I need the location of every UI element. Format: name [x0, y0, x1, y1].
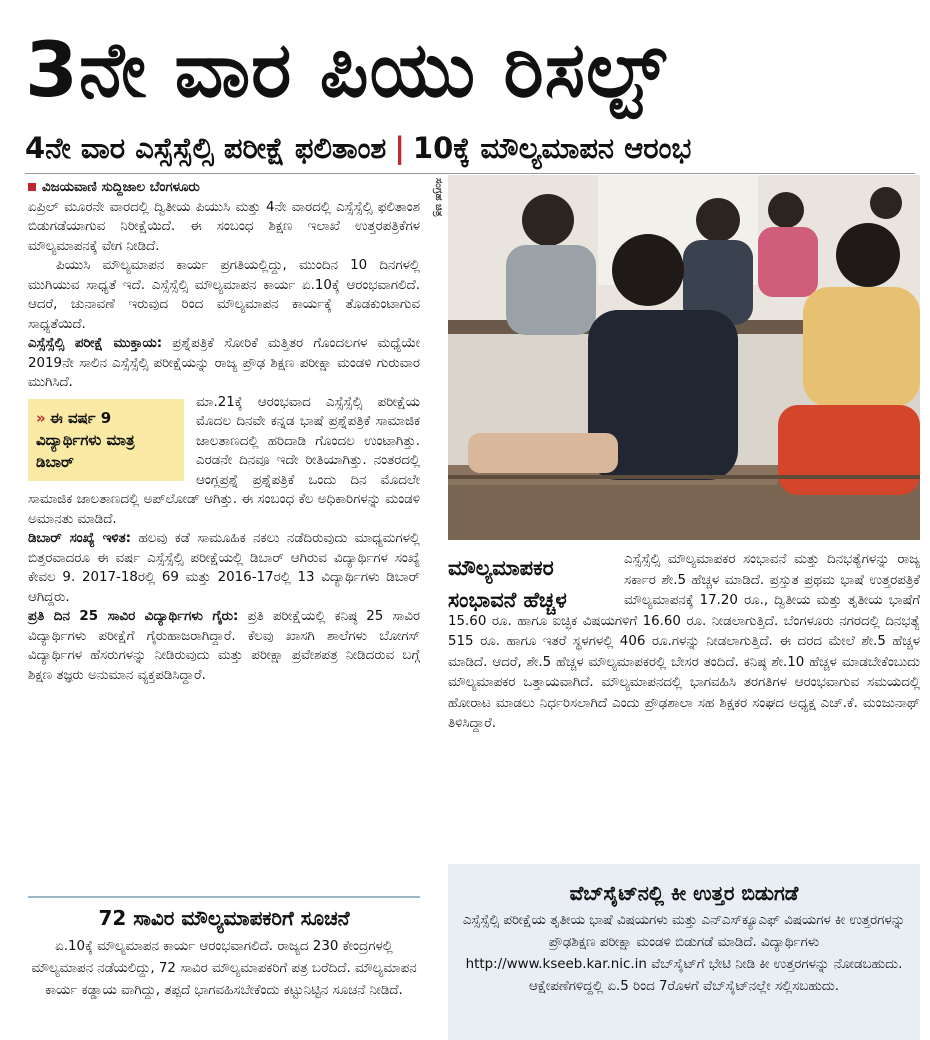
paragraph-6-lead: ಪ್ರತಿ ದಿನ 25 ಸಾವಿರ ವಿದ್ಯಾರ್ಥಿಗಳು ಗೈರು: [28, 609, 239, 624]
paragraph-5-body: ಹಲವು ಕಡೆ ಸಾಮೂಹಿಕ ನಕಲು ನಡೆದಿರುವುದು ಮಾಧ್ಯಮಗಳಲ್ಲಿ ಬಿತ್ತರವಾದರೂ ಈ ವರ್ಷ ಎಸ್ಸೆಸ್ಸೆಲ್ಸಿ ಪರೀಕ್ಷೆಯಲ್ಲಿ ಡಿಬಾರ್ ಆಗಿರುವ ವಿದ್ಯಾರ್ಥಿಗಳ ಸಂಖ್ಯೆ ಕೇವಲ 9. 2017-18ರಲ್ಲಿ 69 ಮತ್ತು 2016-17ರಲ್ಲಿ 13 ವಿದ್ಯಾರ್ಥಿಗಳು ಡಿಬಾರ್ ಆಗಿದ್ದರು. [28, 531, 421, 605]
byline-square-icon [28, 183, 36, 191]
article-left-column [28, 178, 420, 685]
header-rule [25, 173, 915, 174]
paragraph-6 [28, 607, 420, 685]
website-box-title: ವೆಬ್‌ಸೈಟ್‌ನಲ್ಲಿ ಕೀ ಉತ್ತರ ಬಿಡುಗಡೆ [569, 881, 799, 905]
subhead-right: 10ಕ್ಕೆ ಮೌಲ್ಯಮಾಪನ ಆರಂಭ [412, 131, 692, 165]
paragraph-2: ಪಿಯುಸಿ ಮೌಲ್ಯಮಾಪನ ಕಾರ್ಯ ಪ್ರಗತಿಯಲ್ಲಿದ್ದು, ಮುಂದಿನ 10 ದಿನಗಳಲ್ಲಿ ಮುಗಿಯುವ ಸಾಧ್ಯತೆ ಇದೆ. ಎಸ್ಸೆಸ್ಸೆಲ್ಸಿ ಮೌಲ್ಯಮಾಪನ ಕಾರ್ಯ ಏ.10ಕ್ಕೆ ಆರಂಭವಾಗಲಿದೆ. ಆದರೆ, ಚುನಾವಣೆ ಇರುವುದ ರಿಂದ ಮೌಲ್ಯಮಾಪನ ಕಾರ್ಯಕ್ಕೆ ತೊಡಕುಂಟಾಗುವ ಸಾಧ್ಯತೆಯಿದೆ. [28, 258, 420, 332]
paragraph-1: ಏಪ್ರಿಲ್ ಮೂರನೇ ವಾರದಲ್ಲಿ ದ್ವಿತೀಯ ಪಿಯುಸಿ ಮತ್ತು 4ನೇ ವಾರದಲ್ಲಿ ಎಸ್ಸೆಸ್ಸೆಲ್ಸಿ ಫಲಿತಾಂಶ ಬಿಡುಗಡೆಯಾಗುವ ನಿರೀಕ್ಷೆಯಿದೆ. ಈ ಸಂಬಂಧ ಶಿಕ್ಷಣ ಇಲಾಖೆ ಉತ್ತರಪತ್ರಿಕೆಗಳ ಮೌಲ್ಯಮಾಪನಕ್ಕೆ ವೇಗ ನೀಡಿದೆ. [28, 199, 420, 254]
paragraph-3-lead: ಎಸ್ಸೆಸ್ಸೆಲ್ಸಿ ಪರೀಕ್ಷೆ ಮುಕ್ತಾಯ: [28, 336, 163, 351]
subhead-separator: | [394, 131, 405, 165]
photo-credit: ಸಂಗ್ರಹ ಚಿತ್ರ [433, 178, 444, 217]
headline: 3ನೇ ವಾರ ಪಿಯು ರಿಸಲ್ಟ್ [25, 25, 667, 114]
valuers-pay-text: ಎಸ್ಸೆಸ್ಸೆಲ್ಸಿ ಮೌಲ್ಯಮಾಪಕರ ಸಂಭಾವನೆ ಮತ್ತು ದಿನಭತ್ಯೆಗಳನ್ನು ರಾಜ್ಯ ಸರ್ಕಾರ ಶೇ.5 ಹೆಚ್ಚಳ ಮಾಡಿದೆ. ಪ್ರಸ್ತುತ ಪ್ರಥಮ ಭಾಷೆ ಉತ್ತರಪತ್ರಿಕೆ ಮೌಲ್ಯಮಾಪನಕ್ಕೆ 17.20 ರೂ., ದ್ವಿತೀಯ ಮತ್ತು ತೃತೀಯ ಭಾಷೆಗೆ 15.60 ರೂ. ಹಾಗೂ ಐಚ್ಛಿಕ ವಿಷಯಗಳಿಗೆ 16.60 ರೂ. ನೀಡಲಾಗುತ್ತಿದೆ. ಬೆಂಗಳೂರು ನಗರದಲ್ಲಿ ದಿನಭತ್ಯೆ 515 ರೂ. ಹಾಗೂ ಇತರೆ ಸ್ಥಳಗಳಲ್ಲಿ 406 ರೂ.ಗಳನ್ನು ನೀಡಲಾಗುತ್ತಿದೆ. ಈ ದರದ ಮೇಲೆ ಶೇ.5 ಹೆಚ್ಚಳ ಮಾಡಿದೆ. ಆದರೆ, ಶೇ.5 ಹೆಚ್ಚಳ ಮೌಲ್ಯಮಾಪಕರಲ್ಲಿ ಬೇಸರ ತಂದಿದೆ. ಕನಿಷ್ಠ ಶೇ.10 ಹೆಚ್ಚಳ ಮಾಡಬೇಕೆಂಬುದು ಮೌಲ್ಯಮಾಪಕರ ಒತ್ತಾಯವಾಗಿದೆ. ಮೌಲ್ಯಮಾಪನದಲ್ಲಿ ಭಾಗವಹಿಸಿ ತರಗತಿಗಳ ಆರಂಭವಾಗುವ ಸಮಯದಲ್ಲಿ ಹೋರಾಟ ಮಾಡಲು ನಿರ್ಧರಿಸಲಾಗಿದೆ ಎಂದು ಪ್ರೌಢಶಾಲಾ ಸಹ ಶಿಕ್ಷಕರ ಸಂಘದ ಅಧ್ಯಕ್ಷ ಎಚ್.ಕೆ. ಮಂಜುನಾಥ್ ತಿಳಿಸಿದ್ದಾರೆ. [448, 552, 920, 731]
website-box-text: ಎಸ್ಸೆಸ್ಸೆಲ್ಸಿ ಪರೀಕ್ಷೆಯ ತೃತೀಯ ಭಾಷೆ ವಿಷಯಗಳು ಮತ್ತು ಎನ್‌ಎಸ್‌ಕ್ಯೂಎಫ್ ವಿಷಯಗಳ ಕೀ ಉತ್ತರಗಳನ್ನು ಪ್ರೌಢಶಿಕ್ಷಣ ಪರೀಕ್ಷಾ ಮಂಡಳಿ ಬಿಡುಗಡೆ ಮಾಡಿದೆ. ವಿದ್ಯಾರ್ಥಿಗಳು http://www.kseeb.kar.nic.in ವೆಬ್‌ಸೈಟ್‌ಗೆ ಭೇಟಿ ನೀಡಿ ಕೀ ಉತ್ತರಗಳನ್ನು ನೋಡಬಹುದು. ಆಕ್ಷೇಪಣೆಗಳಿದ್ದಲ್ಲಿ ಏ.5 ರಿಂದ 7ರೊಳಗೆ ವೆಬ್‌ಸೈಟ್‌ನಲ್ಲೇ ಸಲ್ಲಿಸಬಹುದು. [462, 913, 906, 994]
paragraph-5 [28, 529, 420, 607]
paragraph-6-body: ಪ್ರತಿ ಪರೀಕ್ಷೆಯಲ್ಲಿ ಕನಿಷ್ಠ 25 ಸಾವಿರ ವಿದ್ಯಾರ್ಥಿಗಳು ಪರೀಕ್ಷೆಗೆ ಗೈರುಹಾಜರಾಗಿದ್ದಾರೆ. ಕೆಲವು ಖಾಸಗಿ ಶಾಲೆಗಳು ಬೋಗಸ್ ವಿದ್ಯಾರ್ಥಿಗಳ ಹೆಸರುಗಳನ್ನು ನೀಡಿರುವುದು ಮತ್ತು ಪರೀಕ್ಷಾ ಪ್ರವೇಶಪತ್ರ ನೀಡಿದರುವ ಬಗ್ಗೆ ಶಿಕ್ಷಣ ತಜ್ಞರು ಅನುಮಾನ ವ್ಯಕ್ತಪಡಿಸಿದ್ದಾರೆ. [28, 609, 420, 683]
notice-box [28, 936, 420, 1002]
subhead-left: 4ನೇ ವಾರ ಎಸ್ಸೆಸ್ಸೆಲ್ಸಿ ಪರೀಕ್ಷೆ ಫಲಿತಾಂಶ [25, 131, 387, 165]
valuers-pay-title: ಮೌಲ್ಯಮಾಪಕರ ಸಂಭಾವನೆ ಹೆಚ್ಚಳ [448, 556, 567, 612]
byline [28, 178, 420, 198]
notice-text: ಏ.10ಕ್ಕೆ ಮೌಲ್ಯಮಾಪನ ಕಾರ್ಯ ಆರಂಭವಾಗಲಿದೆ. ರಾಜ್ಯದ 230 ಕೇಂದ್ರಗಳಲ್ಲಿ ಮೌಲ್ಯಮಾಪನ ನಡೆಯಲಿದ್ದು, 72 ಸಾವಿರ ಮೌಲ್ಯಮಾಪಕರಿಗೆ ಪತ್ರ ಬರೆದಿದೆ. ಮೌಲ್ಯಮಾಪನ ಕಾರ್ಯ ಕಡ್ಡಾಯ ವಾಗಿದ್ದು, ತಪ್ಪದೆ ಭಾಗವಹಿಸಬೇಕೆಂದು ಕಟ್ಟುನಿಟ್ಟಿನ ಸೂಚನೆ ನೀಡಿದೆ. [31, 939, 417, 998]
exam-photo [448, 175, 920, 540]
pullquote-text: ಈ ವರ್ಷ 9 ವಿದ್ಯಾರ್ಥಿಗಳು ಮಾತ್ರ ಡಿಬಾರ್ [36, 408, 135, 471]
paragraph-3 [28, 334, 420, 393]
chevron-right-icon: » [36, 408, 46, 427]
website-key-answer-box [448, 864, 920, 1040]
exam-hall-image [448, 175, 920, 540]
subheadline [25, 126, 915, 170]
notice-title: 72 ಸಾವಿರ ಮೌಲ್ಯಮಾಪಕರಿಗೆ ಸೂಚನೆ [28, 896, 420, 934]
byline-text: ವಿಜಯವಾಣಿ ಸುದ್ದಿಜಾಲ ಬೆಂಗಳೂರು [42, 180, 200, 195]
pullquote-box [28, 399, 184, 481]
paragraph-3-body: ಪ್ರಶ್ನೆಪತ್ರಿಕೆ ಸೋರಿಕೆ ಮತ್ತಿತರ ಗೊಂದಲಗಳ ಮಧ್ಯೆಯೇ 2019ನೇ ಸಾಲಿನ ಎಸ್ಸೆಸ್ಸೆಲ್ಸಿ ಪರೀಕ್ಷೆಯನ್ನು ರಾಜ್ಯ ಪ್ರೌಢ ಶಿಕ್ಷಣ ಪರೀಕ್ಷಾ ಮಂಡಳಿ ಗುರುವಾರ ಮುಗಿಸಿದೆ. [28, 336, 420, 390]
paragraph-4: ಮಾ.21ಕ್ಕೆ ಆರಂಭವಾದ ಎಸ್ಸೆಸ್ಸೆಲ್ಸಿ ಪರೀಕ್ಷೆಯ ಮೊದಲ ದಿನವೇ ಕನ್ನಡ ಭಾಷೆ ಪ್ರಶ್ನೆಪತ್ರಿಕೆ ಸಾಮಾಜಿಕ ಜಾಲತಾಣದಲ್ಲಿ ಹರಿದಾಡಿ ಗೊಂದಲ ಉಂಟಾಗಿತ್ತು. ಎರಡನೇ ದಿನವೂ ಇದೇ ರೀತಿಯಾಗಿತ್ತು. ನಂತರದಲ್ಲಿ ಆಂಗ್ಲಪ್ರಶ್ನೆ ಪ್ರಶ್ನೆಪತ್ರಿಕೆ ಒಂದು ದಿನ ಮೊದಲೇ ಸಾಮಾಜಿಕ ಜಾಲತಾಣದಲ್ಲಿ ಅಪ್‌ಲೋಡ್ ಆಗಿತ್ತು. ಈ ಸಂಬಂಧ ಕೆಲ ಅಧಿಕಾರಿಗಳನ್ನು ಮಂಡಳಿ ಅಮಾನತು ಮಾಡಿದೆ. [28, 394, 420, 527]
paragraph-5-lead: ಡಿಬಾರ್ ಸಂಖ್ಯೆ ಇಳಿತ: [28, 531, 132, 546]
